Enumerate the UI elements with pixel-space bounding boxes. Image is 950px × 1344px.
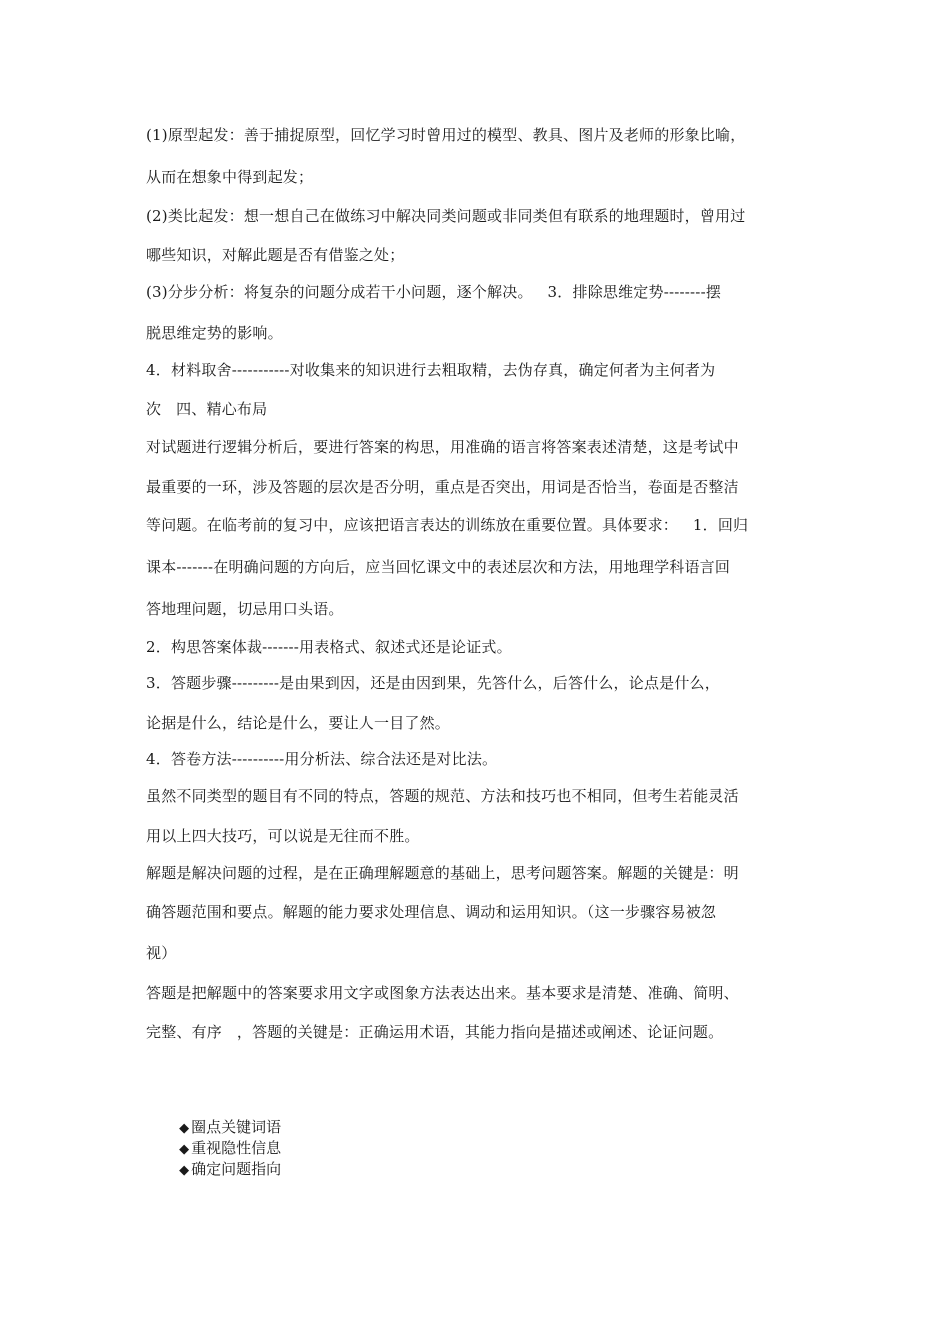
keypoint-item bbox=[179, 1118, 281, 1136]
text-line: 答题是把解题中的答案要求用文字或图象方法表达出来。基本要求是清楚、准确、简明、 bbox=[146, 984, 739, 1002]
text-line: 虽然不同类型的题目有不同的特点，答题的规范、方法和技巧也不相同，但考生若能灵活 bbox=[146, 787, 739, 805]
text-line: 次 四、精心布局 bbox=[146, 400, 268, 418]
text-line: (1)原型起发：善于捕捉原型，回忆学习时曾用过的模型、教具、图片及老师的形象比喻， bbox=[146, 126, 746, 144]
text-line: 论据是什么，结论是什么，要让人一目了然。 bbox=[146, 714, 451, 732]
keypoint-item bbox=[179, 1139, 281, 1157]
text-line: 对试题进行逻辑分析后，要进行答案的构思，用准确的语言将答案表述清楚，这是考试中 bbox=[146, 438, 739, 456]
keypoint-label: 圈点关键词语 bbox=[191, 1118, 282, 1136]
text-line: 答地理问题，切忌用口头语。 bbox=[146, 600, 344, 618]
keypoint-item bbox=[179, 1160, 281, 1178]
text-line: 4．材料取舍-----------对收集来的知识进行去粗取精，去伪存真，确定何者为主何者为 bbox=[146, 361, 716, 379]
text-line: 确答题范围和要点。解题的能力要求处理信息、调动和运用知识。（这一步骤容易被忽 bbox=[146, 903, 717, 921]
text-line: 2．构思答案体裁-------用表格式、叙述式还是论证式。 bbox=[146, 638, 512, 656]
text-line: 等问题。在临考前的复习中，应该把语言表达的训练放在重要位置。具体要求： 1．回归 bbox=[146, 516, 749, 534]
diamond-icon: ◆ bbox=[179, 1163, 190, 1178]
text-line: 课本-------在明确问题的方向后，应当回忆课文中的表述层次和方法，用地理学科语言回 bbox=[146, 558, 731, 576]
text-line: (3)分步分析：将复杂的问题分成若干小问题，逐个解决。 3．排除思维定势--------摆 bbox=[146, 283, 722, 301]
text-line: 最重要的一环，涉及答题的层次是否分明，重点是否突出，用词是否恰当，卷面是否整洁 bbox=[146, 478, 739, 496]
text-line: 视） bbox=[146, 944, 177, 962]
text-line: 从而在想象中得到起发； bbox=[146, 168, 314, 186]
keypoint-label: 重视隐性信息 bbox=[191, 1139, 282, 1157]
keypoint-label: 确定问题指向 bbox=[191, 1160, 282, 1178]
text-line: 用以上四大技巧，可以说是无往而不胜。 bbox=[146, 827, 420, 845]
text-line: 解题是解决问题的过程，是在正确理解题意的基础上，思考问题答案。解题的关键是：明 bbox=[146, 864, 739, 882]
text-line: 4．答卷方法----------用分析法、综合法还是对比法。 bbox=[146, 750, 498, 768]
diamond-icon: ◆ bbox=[179, 1142, 190, 1157]
text-line: 3．答题步骤---------是由果到因，还是由因到果，先答什么，后答什么，论点是什么， bbox=[146, 674, 720, 692]
text-line: 脱思维定势的影响。 bbox=[146, 324, 283, 342]
keypoint-list bbox=[160, 1098, 299, 1197]
diamond-icon: ◆ bbox=[179, 1121, 190, 1136]
text-line: 完整、有序 ，答题的关键是：正确运用术语，其能力指向是描述或阐述、论证问题。 bbox=[146, 1023, 724, 1041]
text-line: (2)类比起发：想一想自己在做练习中解决同类问题或非同类但有联系的地理题时，曾用过 bbox=[146, 207, 746, 225]
text-line: 哪些知识，对解此题是否有借鉴之处； bbox=[146, 246, 405, 264]
